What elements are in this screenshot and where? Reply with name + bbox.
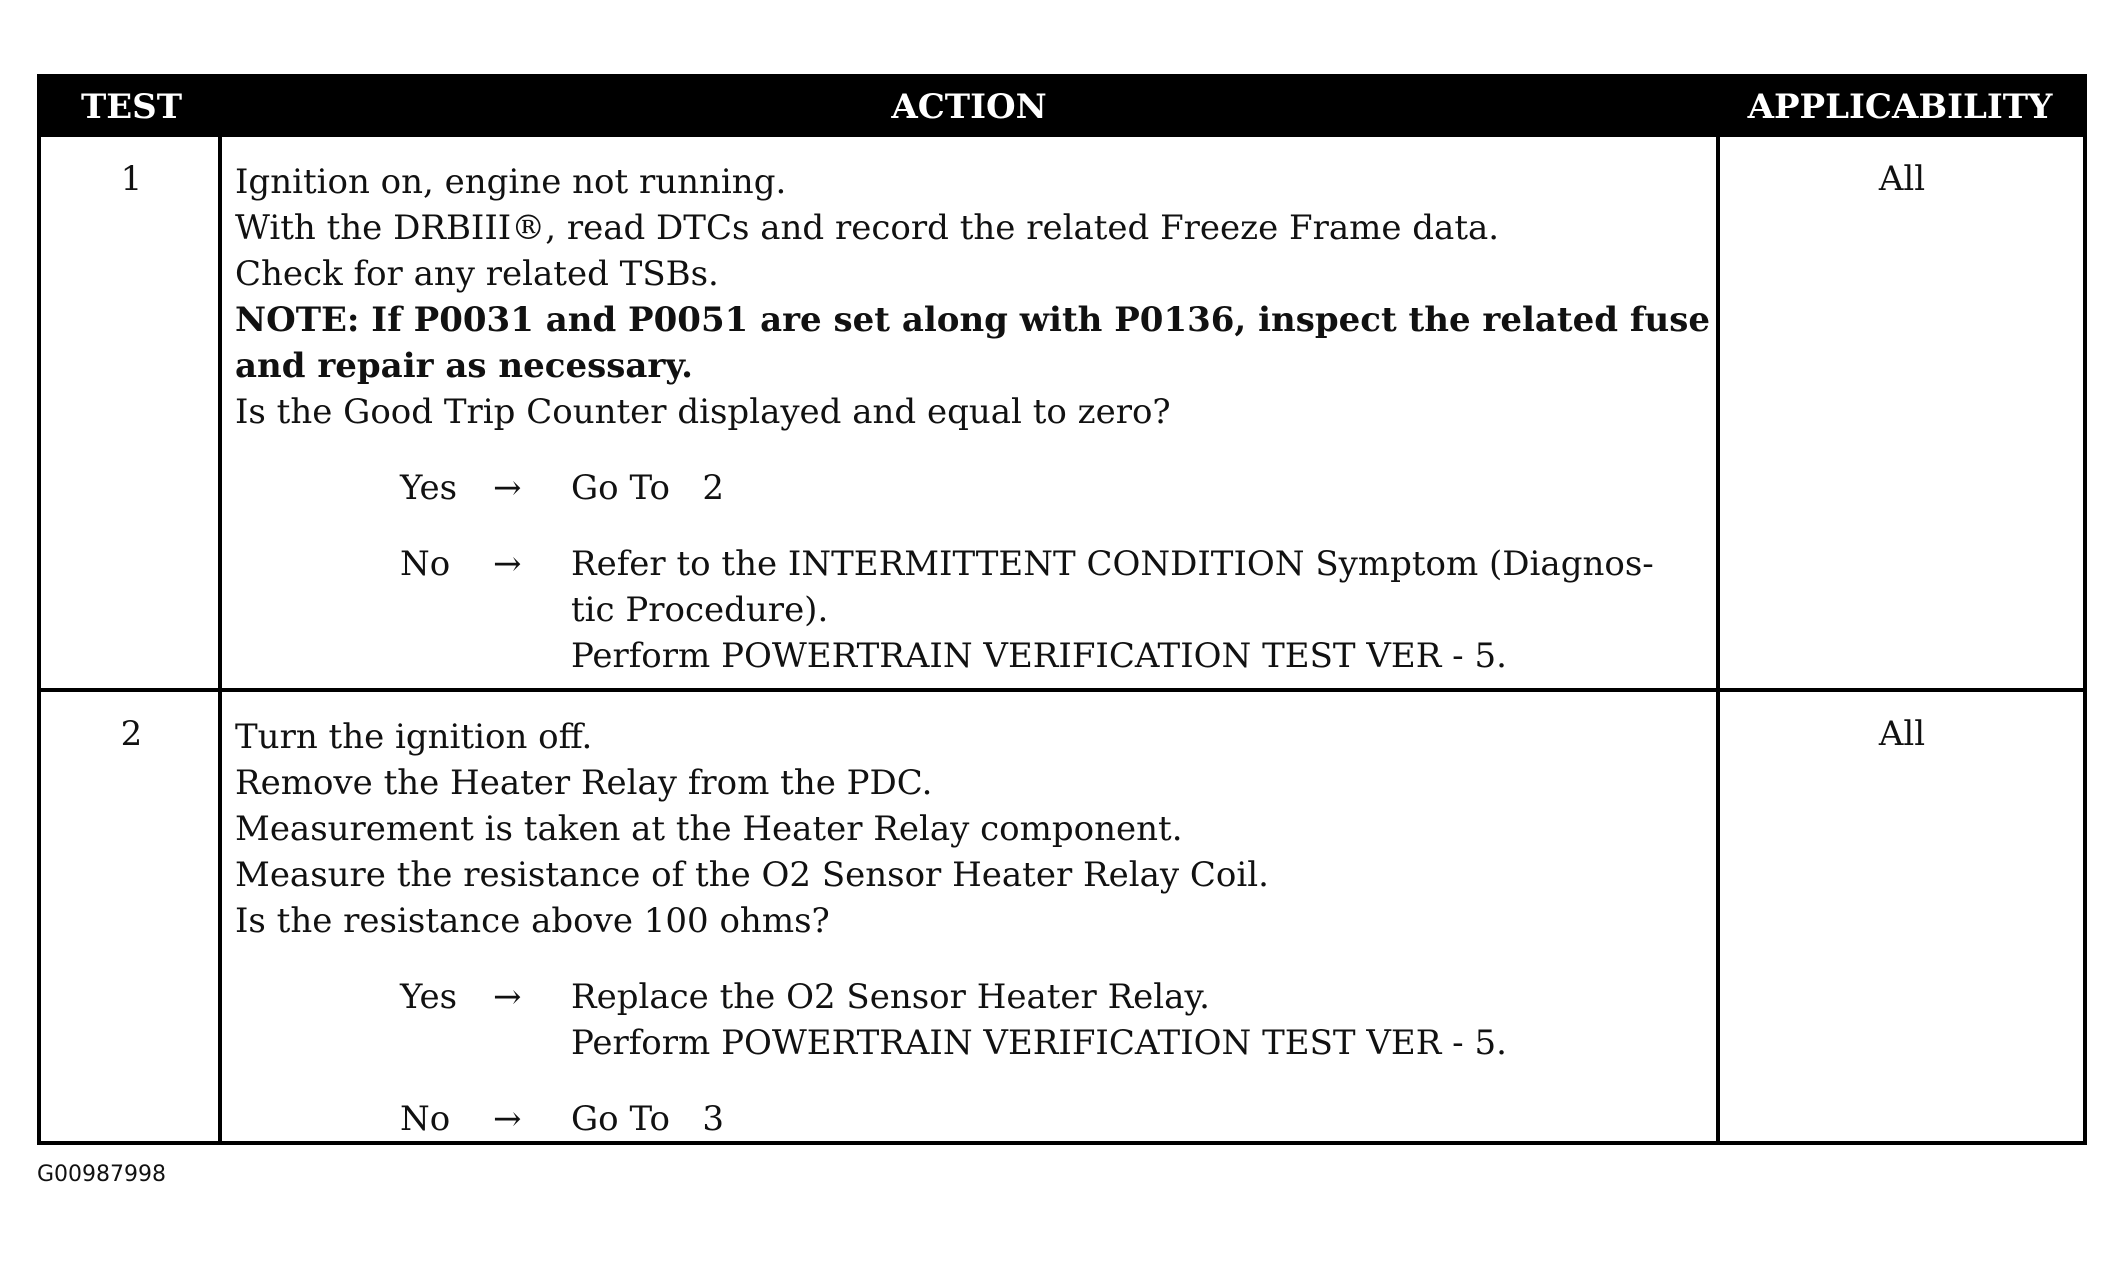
result-line: tic Procedure). [571, 590, 829, 630]
no-label: No [400, 1099, 451, 1139]
action-step: Check for any related TSBs. [235, 254, 719, 294]
arrow-icon: → [493, 977, 522, 1017]
applicability-value: All [1878, 159, 1926, 199]
header-test: TEST [80, 87, 183, 127]
test-number: 2 [120, 714, 143, 754]
yes-label: Yes [400, 468, 458, 508]
yes-result [571, 465, 1715, 511]
note-text: and repair as necessary. [235, 346, 693, 386]
yes-result [571, 974, 1715, 1066]
no-branch [235, 541, 1715, 679]
table-header [41, 78, 2083, 137]
action-step: Turn the ignition off. [235, 717, 593, 757]
no-result [571, 1096, 1715, 1142]
question-text: Is the Good Trip Counter displayed and equal to zero? [235, 392, 1171, 432]
table-row [41, 137, 2083, 688]
yes-branch [235, 465, 1715, 511]
result-line: Go To 3 [571, 1099, 724, 1139]
no-branch [235, 1096, 1715, 1142]
test-number: 1 [120, 159, 143, 199]
result-line: Go To 2 [571, 468, 724, 508]
yes-branch [235, 974, 1715, 1066]
result-line: Replace the O2 Sensor Heater Relay. [571, 977, 1210, 1017]
action-step: With the DRBIII®, read DTCs and record the related Freeze Frame data. [235, 208, 1500, 248]
action-cell [235, 159, 1715, 679]
no-result [571, 541, 1715, 679]
action-cell [235, 714, 1715, 1142]
result-line: Perform POWERTRAIN VERIFICATION TEST VER - 5. [571, 636, 1507, 676]
diagnostic-test-table [37, 74, 2087, 1145]
no-label: No [400, 544, 451, 584]
arrow-icon: → [493, 1099, 522, 1139]
applicability-value: All [1878, 714, 1926, 754]
header-applicability: APPLICABILITY [1747, 87, 2053, 127]
result-line: Refer to the INTERMITTENT CONDITION Symptom (Diagnos- [571, 544, 1654, 584]
arrow-icon: → [493, 544, 522, 584]
note-text: NOTE: If P0031 and P0051 are set along with P0136, inspect the related fuse [235, 300, 1710, 340]
action-step: Remove the Heater Relay from the PDC. [235, 763, 933, 803]
header-action: ACTION [891, 87, 1047, 127]
action-step: Measure the resistance of the O2 Sensor Heater Relay Coil. [235, 855, 1269, 895]
result-line: Perform POWERTRAIN VERIFICATION TEST VER - 5. [571, 1023, 1507, 1063]
yes-label: Yes [400, 977, 458, 1017]
action-step: Measurement is taken at the Heater Relay component. [235, 809, 1183, 849]
table-row [41, 692, 2083, 1142]
figure-id: G00987998 [37, 1162, 167, 1187]
arrow-icon: → [493, 468, 522, 508]
action-step: Ignition on, engine not running. [235, 162, 787, 202]
question-text: Is the resistance above 100 ohms? [235, 901, 830, 941]
